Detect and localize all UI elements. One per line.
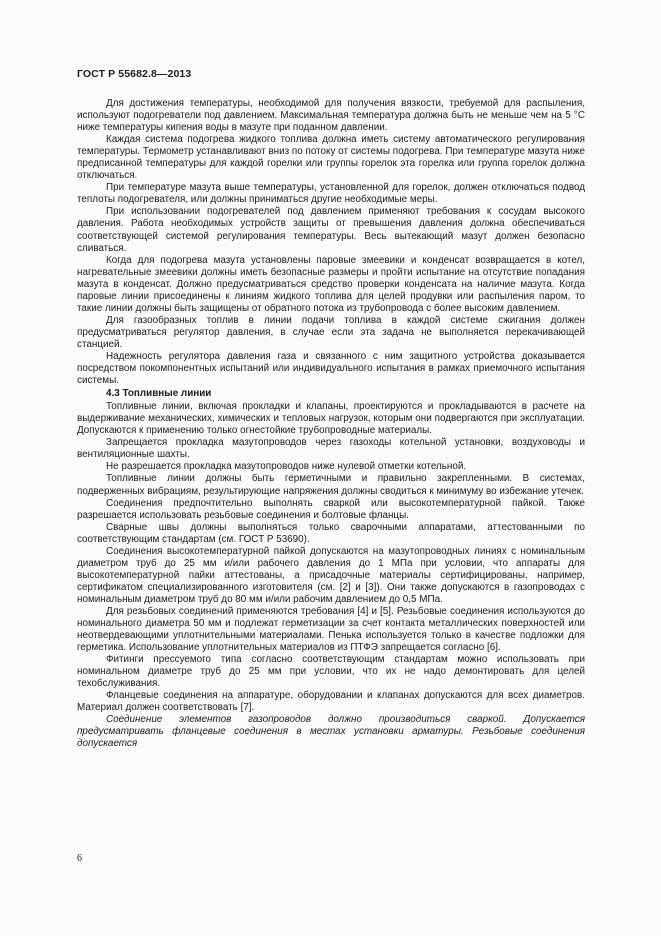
paragraph: Фитинги прессуемого типа согласно соответствующим стандартам можно использовать при номинальном диаметре труб до 25 мм при условии, что их не надо демонтировать для целей техобслуживания.	[77, 654, 585, 690]
paragraph: Сварные швы должны выполняться только сварочными аппаратами, аттестованными по соответствующим стандартам (см. ГОСТ Р 53690).	[77, 521, 585, 545]
paragraph: Соединения высокотемпературной пайкой допускаются на мазутопроводных линиях с номинальным диаметром труб до 25 мм и/или рабочего давления до 1 МПа при условии, что аппараты для высокотемпературной пайки аттестованы, а присадочные материалы сертифицированы, например, сертификатом специализированного изготовителя (см. [2] и [3]). Они также допускаются в газопроводах с номинальным диаметром труб до 80 мм и/или рабочим давлением до 0,5 МПа.	[77, 545, 585, 605]
paragraph: Каждая система подогрева жидкого топлива должна иметь систему автоматического регулирования температуры. Термометр устанавливают вниз по потоку от системы подогрева. При температуре мазута ниже предписанной температуры для каждой горелки или группы горелок эта горелка или группа горелок должна отключаться.	[77, 134, 585, 182]
document-header: ГОСТ Р 55682.8—2013	[77, 68, 192, 80]
paragraph: Для достижения температуры, необходимой для получения вязкости, требуемой для распыления, используют подогреватели под давлением. Максимальная температура должна быть не меньше чем на 5 °С ниже температуры кипения воды в мазуте при поданном давлении.	[77, 98, 585, 134]
paragraph: Фланцевые соединения на аппаратуре, оборудовании и клапанах допускаются для всех диаметров. Материал должен соответствовать [7].	[77, 690, 585, 714]
paragraph: Надежность регулятора давления газа и связанного с ним защитного устройства доказывается посредством покомпонентных испытаний или индивидуального испытания в рамках приемочного испытания системы.	[77, 350, 585, 387]
page-number: 6	[77, 853, 82, 864]
paragraph: При температуре мазута выше температуры, установленной для горелок, должен отключаться подвод теплоты подогревателя, или должны приниматься другие необходимые меры.	[77, 182, 585, 206]
paragraph: Запрещается прокладка мазутопроводов через газоходы котельной установки, воздуховоды и вентиляционные шахты.	[77, 437, 585, 461]
section-heading: 4.3 Топливные линии	[106, 388, 212, 400]
paragraph: Не разрешается прокладка мазутопроводов ниже нулевой отметки котельной.	[106, 461, 467, 473]
paragraph: При использовании подогревателей под давлением применяют требования к сосудам высокого давления. Работа необходимых устройств защиты от превышения давления должна обеспечиваться соответствующей системой регулирования температуры. Весь вытекающий мазут должен безопасно сливаться.	[77, 206, 585, 254]
paragraph: Для газообразных топлив в линии подачи топлива в каждой системе сжигания должен предусматриваться регулятор давления, в случае если эта задача не выполняется перекачивающей станцией.	[77, 314, 585, 350]
document-body	[77, 98, 585, 751]
paragraph-italic: Соединение элементов газопроводов должно производиться сваркой. Допускается предусматривать фланцевые соединения в местах установки арматуры. Резьбовые соединения допускается	[77, 714, 585, 750]
paragraph: Топливные линии, включая прокладки и клапаны, проектируются и прокладываются в расчете на выдерживание механических, химических и тепловых нагрузок, которым они подвергаются при эксплуатации. Допускаются к применению только огнестойкие трубопроводные материалы.	[77, 401, 585, 437]
paragraph: Когда для подогрева мазута установлены паровые змеевики и конденсат возвращается в котел, нагревательные змеевики должны иметь безопасные размеры и пройти испытание на отсутствие попадания мазута в конденсат. Должно предусматриваться средство проверки конденсата на наличие мазута. Когда паровые линии присоединены к линиям жидкого топлива для целей продувки или распыления паром, то такие линии должны быть защищены от обратного потока из трубопровода с более высоким давлением.	[77, 254, 585, 314]
paragraph: Соединения предпочтительно выполнять сваркой или высокотемпературной пайкой. Также разрешается использовать резьбовые соединения и болтовые фланцы.	[77, 497, 585, 521]
paragraph: Для резьбовых соединений применяются требования [4] и [5]. Резьбовые соединения используются до номинального диаметра 50 мм и подлежат герметизации за счет контакта металлических поверхностей или неотвердевающими уплотнительными материалами. Пенька используется только в качестве подложки для герметика. Использование уплотнительных материалов из ПТФЭ запрещается согласно [6].	[77, 605, 585, 654]
paragraph: Топливные линии должны быть герметичными и правильно закрепленными. В системах, подверженных вибрациям, результирующие напряжения должны сводиться к минимуму во избежание утечек.	[77, 473, 585, 497]
